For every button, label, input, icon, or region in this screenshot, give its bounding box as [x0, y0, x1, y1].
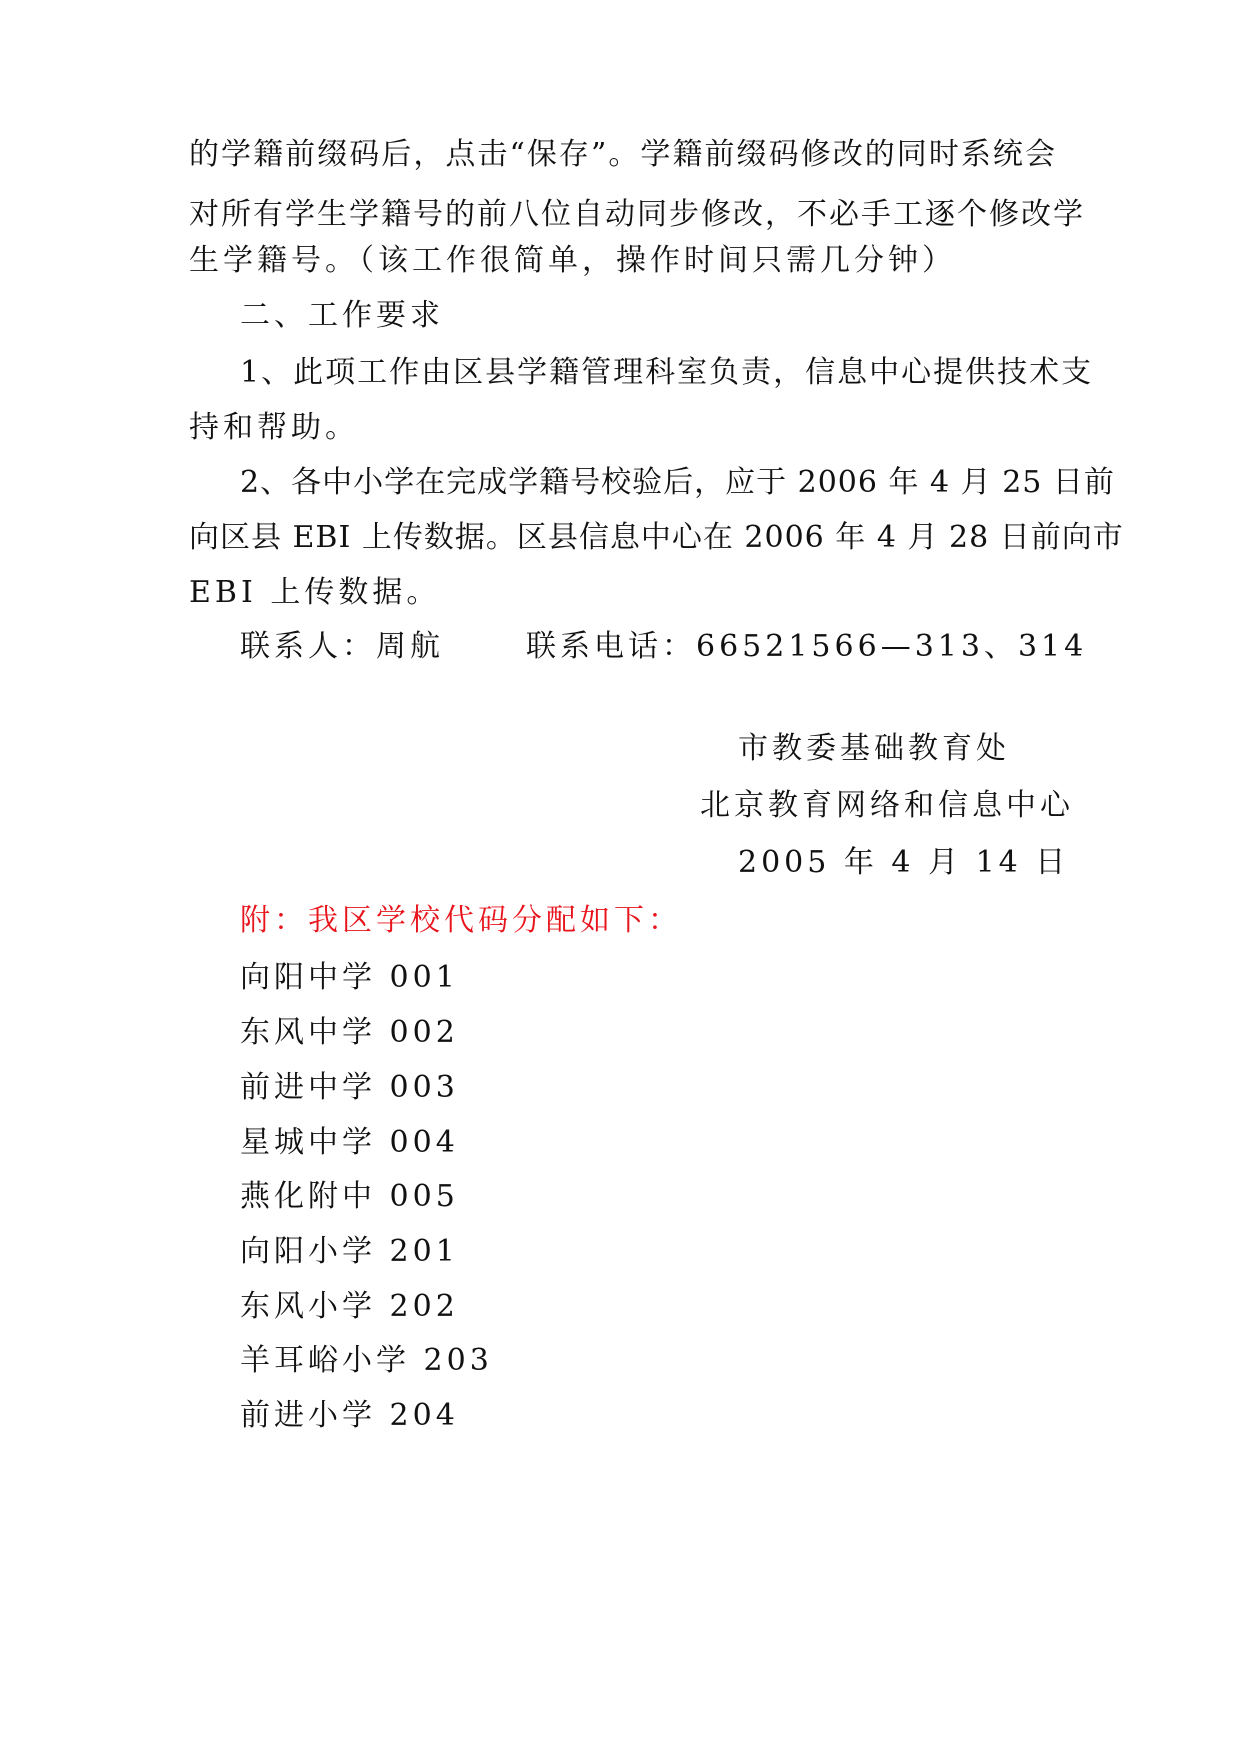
list-item-line: 2、各中小学在完成学籍号校验后，应于 2006 年 4 月 25 日前 — [240, 465, 1115, 500]
paragraph-line: 的学籍前缀码后，点击“保存”。学籍前缀码修改的同时系统会 — [189, 137, 1057, 172]
list-item-line: EBI 上传数据。 — [189, 575, 441, 610]
contact-person: 联系人：周航 — [240, 629, 444, 664]
signature-date: 2005 年 4 月 14 日 — [738, 845, 1070, 880]
contact-line — [240, 627, 1087, 667]
list-item: 向阳中学 001 — [240, 960, 459, 995]
list-item-line: 持和帮助。 — [189, 410, 359, 445]
list-item: 燕化附中 005 — [240, 1179, 459, 1214]
list-item: 前进中学 003 — [240, 1070, 459, 1105]
list-item: 羊耳峪小学 203 — [240, 1343, 493, 1378]
signature-org1: 市教委基础教育处 — [738, 731, 1010, 766]
list-item: 星城中学 004 — [240, 1125, 459, 1160]
appendix-title: 附：我区学校代码分配如下： — [240, 903, 682, 938]
list-item: 东风中学 002 — [240, 1015, 459, 1050]
paragraph-line: 对所有学生学籍号的前八位自动同步修改，不必手工逐个修改学 — [189, 197, 1085, 232]
list-item: 前进小学 204 — [240, 1398, 459, 1433]
signature-org2: 北京教育网络和信息中心 — [700, 788, 1074, 823]
list-item-line: 向区县 EBI 上传数据。区县信息中心在 2006 年 4 月 28 日前向市 — [189, 520, 1124, 555]
paragraph-line: 生学籍号。（该工作很简单，操作时间只需几分钟） — [189, 243, 956, 278]
list-item-line: 1、此项工作由区县学籍管理科室负责，信息中心提供技术支 — [240, 355, 1094, 390]
list-item: 向阳小学 201 — [240, 1234, 459, 1269]
list-item: 东风小学 202 — [240, 1289, 459, 1324]
section-heading: 二、工作要求 — [240, 298, 444, 333]
contact-phone: 联系电话：66521566—313、314 — [526, 629, 1088, 664]
